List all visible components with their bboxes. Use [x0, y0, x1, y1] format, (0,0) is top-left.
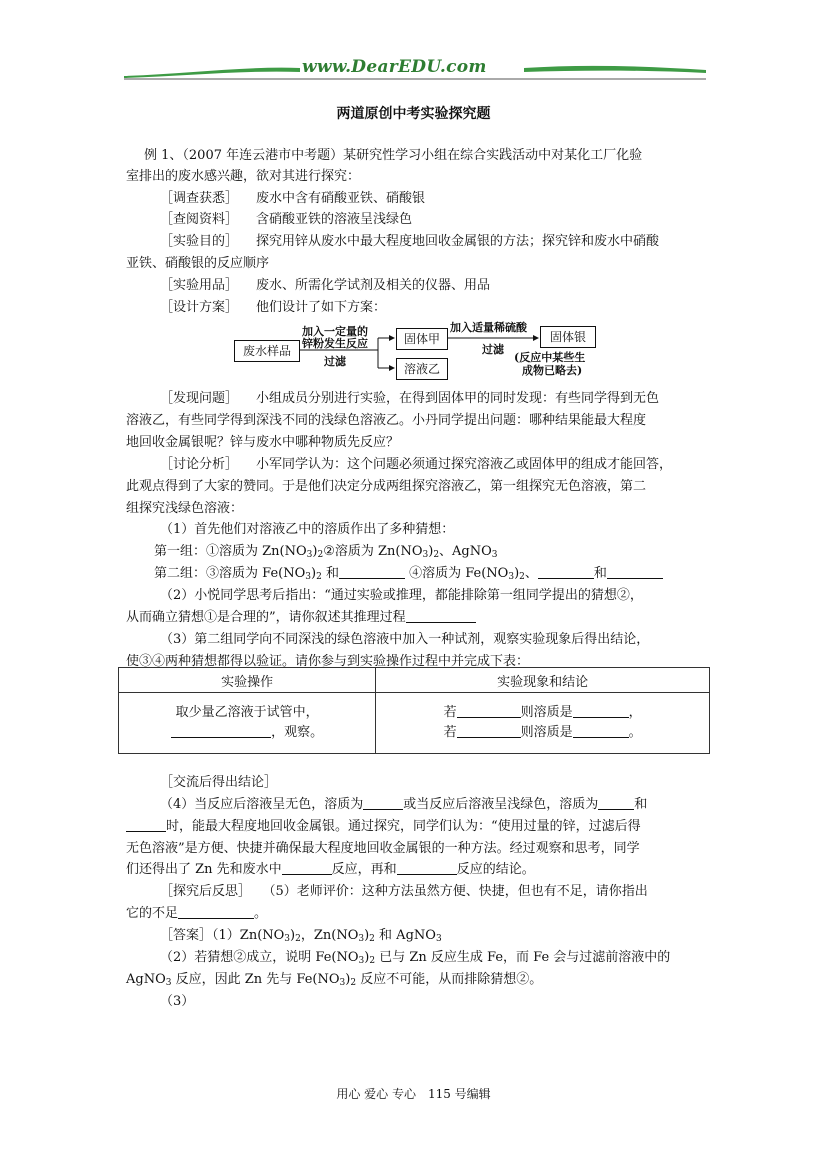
q3-line-2: 使③④两种猜想都得以验证。请你参与到实验操作过程中并完成下表：	[126, 654, 530, 669]
q3-line-1: （3）第二组同学向不同深浅的绿色溶液中加入一种试剂，观察实验现象后得出结论，	[160, 632, 650, 647]
q1-group2: 第二组：③溶质为 $Fe(NO_3)_2$ 和 ④溶质为 $Fe(NO_3)_2$、 和	[154, 566, 663, 582]
q1-group1: 第一组：①溶质为 $Zn(NO_3)_2②$溶质为 $Zn(NO_3)_2$、AgNO$_3$	[154, 544, 498, 560]
blank[interactable]	[363, 797, 403, 810]
reflect-line-2: 它的不足 。	[126, 906, 268, 921]
blank[interactable]	[457, 725, 521, 738]
survey-line: ［调查获悉］ 废水中含有硝酸亚铁、硝酸银	[160, 191, 426, 206]
result-cell: 若 则溶质是 ， 若 则溶质是 。	[376, 693, 710, 754]
q4-line-4: 们还得出了 Zn 先和废水中 反应，再和 反应的结论。	[126, 862, 535, 877]
blank[interactable]	[397, 862, 457, 875]
blank[interactable]	[178, 906, 254, 919]
page-footer: 用心 爱心 专心 115 号编辑	[336, 1087, 491, 1101]
step1-label-bottom: 过滤	[324, 355, 346, 368]
answer-line-4: （3）	[160, 994, 195, 1009]
operation-cell: 取少量乙溶液于试管中， ，观察。	[119, 693, 376, 754]
supply-line: ［实验用品］ 废水、所需化学试剂及相关的仪器、用品	[160, 278, 491, 293]
step1-label-mid: 锌粉发生反应	[302, 337, 368, 350]
q2-line-1: （2）小悦同学思考后指出：“通过实验或推理，都能排除第一组同学提出的猜想②，	[160, 588, 643, 603]
header-banner	[124, 52, 706, 82]
step1-label-top: 加入一定量的	[302, 325, 368, 338]
blank[interactable]	[538, 566, 594, 579]
q2-line-2: 从而确立猜想①是合理的”，请你叙述其推理过程	[126, 610, 476, 626]
flow-note-2: 成物已略去)	[522, 364, 583, 377]
blank[interactable]	[607, 566, 663, 579]
process-flow-diagram	[232, 322, 602, 380]
answer-line-1: ［答案$](1)Zn(NO_3)_2$，$Zn(NO_3)_2$ 和 AgNO$_3$	[160, 928, 442, 944]
wastewater-sample-box: 废水样品	[234, 340, 300, 362]
blank[interactable]	[406, 610, 476, 623]
blank[interactable]	[282, 862, 332, 875]
answer-line-3: AgNO$_3$ 反应，因此 Zn 先与 $Fe(NO_3)_2$ 反应不可能，从而排除猜想②。	[126, 972, 543, 988]
blank[interactable]	[171, 725, 271, 738]
site-logo-text: www.DearEDU.com	[302, 57, 487, 77]
flow-note-1: (反应中某些生	[514, 351, 586, 364]
discuss-line-3: 组探究浅绿色溶液：	[126, 501, 244, 516]
blank[interactable]	[598, 797, 634, 810]
blank[interactable]	[573, 725, 629, 738]
discuss-line-2: 此观点得到了大家的赞同。于是他们决定分成两组探究溶液乙，第一组探究无色溶液，第二	[126, 479, 647, 494]
q1-intro: （1）首先他们对溶液乙中的溶质作出了多种猜想：	[160, 522, 455, 537]
discover-line-3: 地回收金属银呢？锌与废水中哪种物质先反应？	[126, 435, 400, 450]
goal-line-2: 亚铁、硝酸银的反应顺序	[126, 256, 270, 271]
blank[interactable]	[457, 705, 521, 718]
step2-label-bottom: 过滤	[482, 343, 504, 356]
experiment-table	[118, 667, 710, 754]
goal-line-1: ［实验目的］ 探究用锌从废水中最大程度地回收金属银的方法；探究锌和废水中硝酸	[160, 234, 660, 249]
discover-line-1: ［发现问题］ 小组成员分别进行实验，在得到固体甲的同时发现：有些同学得到无色	[160, 391, 660, 406]
conclusion-tag: ［交流后得出结论］	[160, 775, 278, 790]
solid-a-box: 固体甲	[396, 328, 448, 350]
step2-label-top: 加入适量稀硫酸	[450, 321, 527, 334]
q4-line-2: 时，能最大程度地回收金属银。通过探究，同学们认为：“使用过量的锌，过滤后得	[126, 819, 641, 835]
discuss-line-1: ［讨论分析］ 小军同学认为：这个问题必须通过探究溶液乙或固体甲的组成才能回答，	[160, 457, 673, 472]
blank[interactable]	[339, 566, 405, 579]
blank[interactable]	[126, 819, 166, 832]
reflect-line-1: ［探究后反思］ （5）老师评价：这种方法虽然方便、快捷，但也有不足，请你指出	[160, 884, 648, 899]
reference-line: ［查阅资料］ 含硝酸亚铁的溶液呈浅绿色	[160, 212, 413, 227]
solution-b-box: 溶液乙	[396, 358, 448, 380]
q4-line-3: 无色溶液”是方便、快捷并确保最大程度地回收金属银的一种方法。经过观察和思考，同学	[126, 841, 640, 856]
blank[interactable]	[573, 705, 629, 718]
answer-line-2: （2）若猜想②成立，说明 $Fe(NO_3)_2$ 已与 Zn 反应生成 Fe，而 Fe 会与过滤前溶液中的	[160, 950, 671, 966]
page-title: 两道原创中考实验探究题	[336, 106, 491, 122]
table-header-result: 实验现象和结论	[376, 668, 710, 693]
intro-line-1: 例 1、（2007 年连云港市中考题）某研究性学习小组在综合实践活动中对某化工厂化验	[144, 148, 643, 163]
table-header-operation: 实验操作	[119, 668, 376, 693]
q4-line-1: （4）当反应后溶液呈无色，溶质为 或当反应后溶液呈浅绿色，溶质为 和	[160, 797, 648, 812]
intro-line-2: 室排出的废水感兴趣，欲对其进行探究：	[126, 169, 361, 184]
design-line: ［设计方案］ 他们设计了如下方案：	[160, 300, 387, 315]
solid-silver-box: 固体银	[540, 326, 596, 348]
discover-line-2: 溶液乙，有些同学得到深浅不同的浅绿色溶液乙。小丹同学提出问题：哪种结果能最大程度	[126, 413, 647, 428]
